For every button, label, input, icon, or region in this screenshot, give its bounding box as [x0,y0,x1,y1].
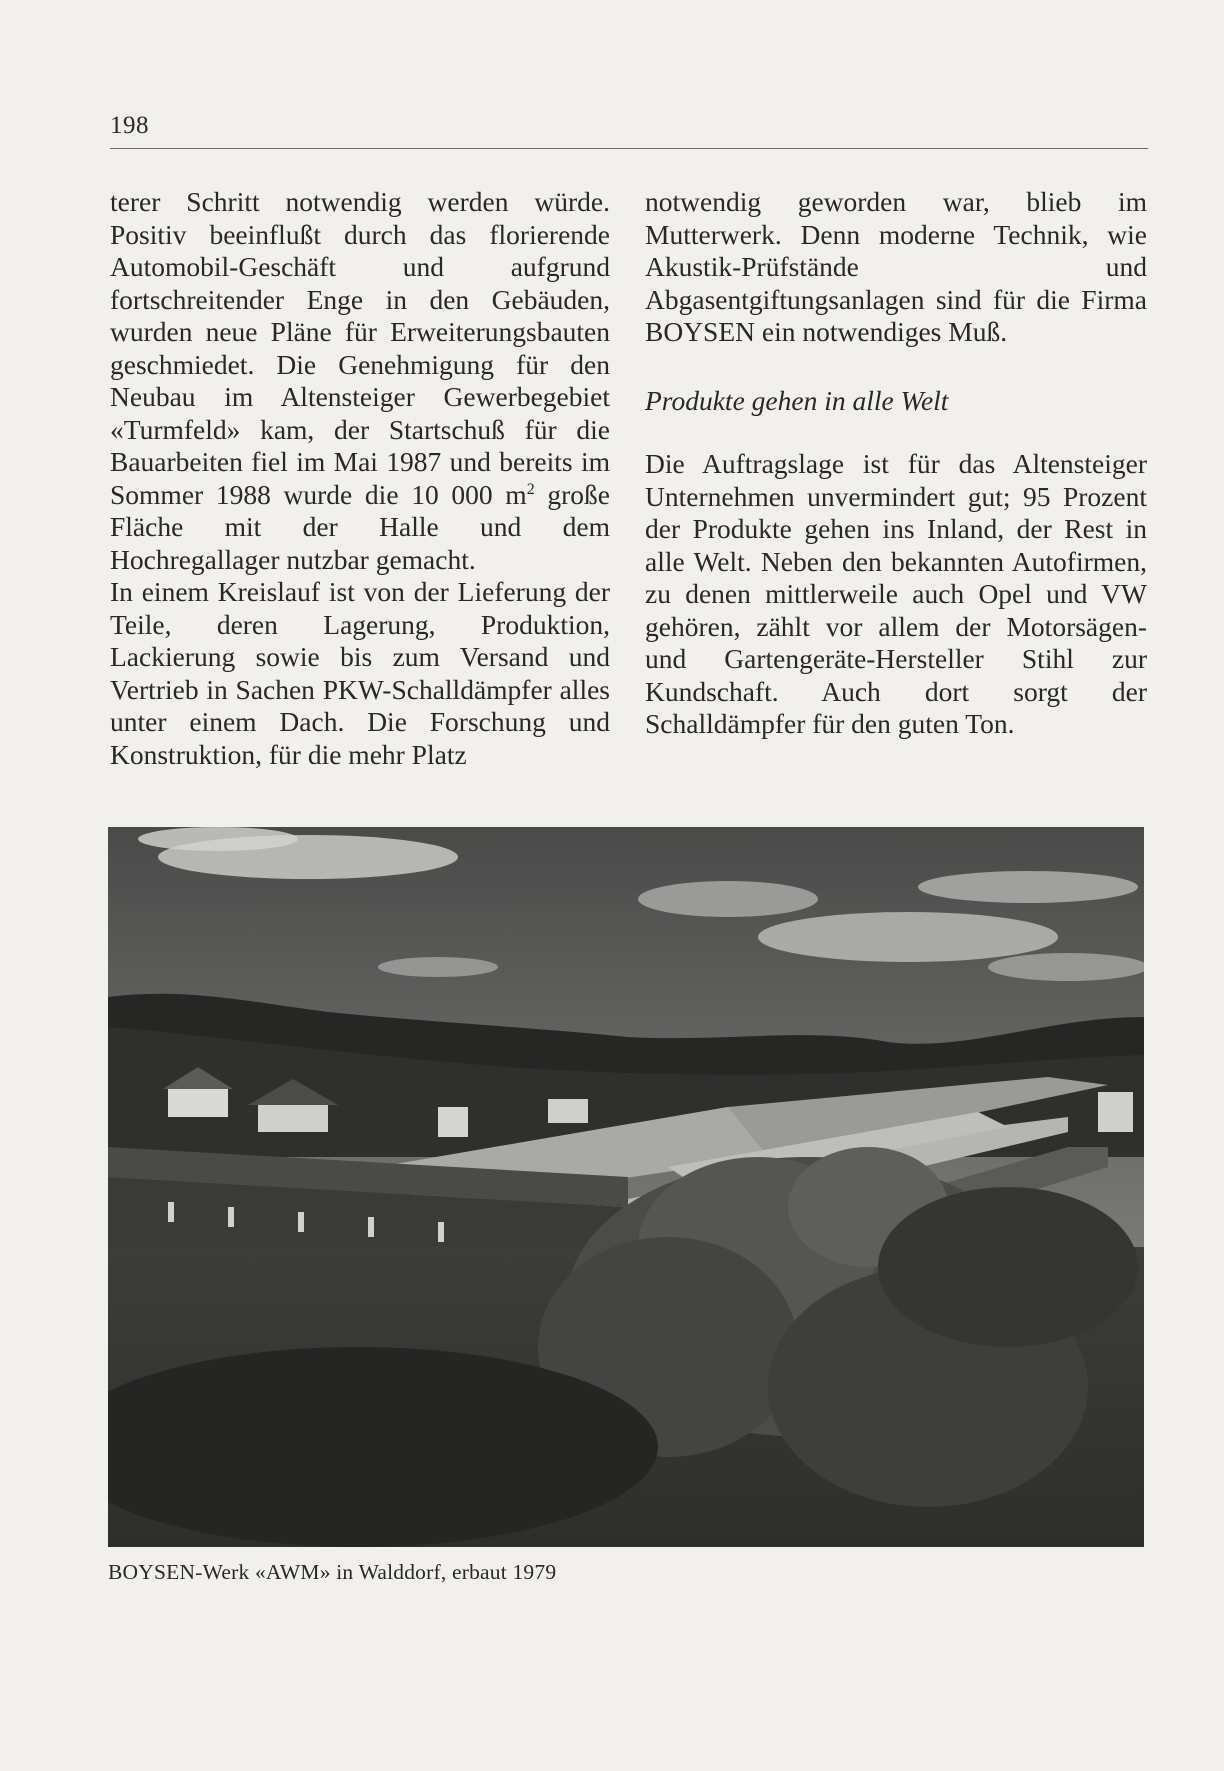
left-column [110,186,610,771]
figure-caption: BOYSEN-Werk «AWM» in Walddorf, erbaut 1979 [108,1560,557,1584]
left-paragraph-2: In einem Kreislauf ist von der Lieferung der Teile, deren Lagerung, Produktion, Lackierung sowie bis zum Versand und Vertrieb in Sachen PKW-Schalldämpfer alles unter einem Dach. Die Forschung und Konstruktion, für die mehr Platz [110,576,610,770]
left-paragraph-1 [110,186,610,576]
section-heading: Produkte gehen in alle Welt [645,384,949,416]
factory-photo [108,827,1144,1547]
left-paragraph-1-end: große Fläche mit der Halle und dem Hochregallager nutzbar gemacht. [110,478,610,575]
superscript-2: 2 [526,480,535,498]
right-paragraph-1: notwendig geworden war, blieb im Mutterwerk. Denn moderne Technik, wie Akustik-Prüfstände und Abgasentgiftungsanlagen sind für die Firma BOYSEN ein notwendiges Muß. [645,186,1147,347]
header-rule [110,148,1148,149]
left-paragraph-1-text: terer Schritt notwendig werden würde. Positiv beeinflußt durch das florierende Automobil-Geschäft und aufgrund fortschreitender Enge in den Gebäuden, wurden neue Pläne für Erweiterungsbauten geschmiedet. Die Genehmigung für den Neubau im Altensteiger Gewerbegebiet «Turmfeld» kam, der Startschuß für die Bauarbeiten fiel im Mai 1987 und bereits im Sommer 1988 wurde die 10 000 m [110,186,610,510]
page-number: 198 [110,112,149,139]
right-paragraph-2: Die Auftragslage ist für das Altensteiger Unternehmen unvermindert gut; 95 Prozent der Produkte gehen ins Inland, der Rest in alle Welt. Neben den bekannten Autofirmen, zu denen mittlerweile auch Opel und VW gehören, zählt vor allem der Motorsägen- und Gartengeräte-Hersteller Stihl zur Kundschaft. Auch dort sorgt der Schalldämpfer für den guten Ton. [645,448,1147,739]
right-column [645,186,1147,741]
